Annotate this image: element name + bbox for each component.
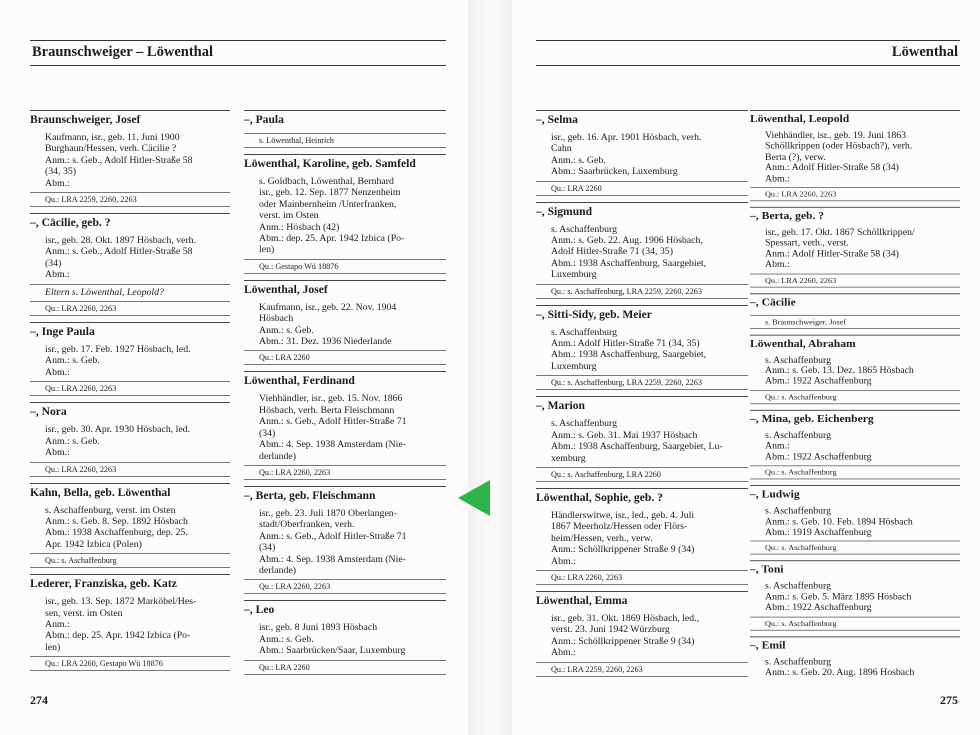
entry-source: Qu.: LRA 2259, 2260, 2263 (30, 192, 230, 207)
entry-details (244, 176, 446, 256)
entry-name: –, Marion (536, 396, 748, 416)
entry-name: Löwenthal, Leopold (750, 110, 960, 129)
entry-detail-line: (34) (259, 427, 276, 439)
entry-source: Qu.: Gestapo Wü 18876 (244, 259, 446, 274)
register-entry (536, 488, 748, 585)
entry-source: Qu.: LRA 2259, 2260, 2263 (536, 662, 748, 677)
entry-detail-line: 1867 Meerholz/Hessen oder Flörs- (551, 521, 688, 533)
left-page (0, 0, 468, 735)
entry-detail-line: s. Aschaffenburg (765, 581, 832, 592)
entry-detail-line: Luxemburg (551, 360, 597, 372)
register-entry (536, 305, 748, 391)
entry-detail-line: isr., geb. 23. Juli 1870 Oberlangen- (259, 507, 397, 519)
entry-detail-line: Abm.: Saarbrücken/Saar, Luxemburg (259, 645, 406, 657)
entry-detail-line: sen, verst. im Osten (45, 607, 123, 619)
entry-detail-line: Schöllkrippen (oder Hösbach?), verh. (765, 141, 913, 152)
entry-source: Qu.: LRA 2260, 2263 (750, 187, 960, 201)
entry-detail-line: Adolf Hitler-Straße 71 (34, 35) (551, 246, 673, 258)
entry-details (750, 228, 960, 271)
register-entry (750, 207, 960, 287)
entry-source: Qu.: s. Aschaffenburg (750, 465, 960, 479)
entry-details (536, 224, 748, 281)
entry-name: Kahn, Bella, geb. Löwenthal (30, 483, 230, 503)
right-page (512, 0, 980, 735)
entry-detail-line: Abm.: dep. 25. Apr. 1942 Izbica (Po- (45, 630, 191, 642)
entry-name: –, Emil (750, 636, 960, 655)
entry-detail-line: Anm.: s. Geb. 31. Mai 1937 Hösbach (551, 429, 698, 441)
entry-source: Qu.: LRA 2260, Gestapo Wü 18876 (30, 656, 230, 671)
entry-detail-line: Abm.: 4. Sep. 1938 Amsterdam (Nie- (259, 553, 406, 565)
register-entry (244, 110, 446, 148)
entry-detail-line: isr., geb. 12. Sep. 1877 Nenzenheim (259, 187, 401, 199)
register-entry (30, 402, 230, 476)
entry-detail-line: Anm.: s. Geb. 13. Dez. 1865 Hösbach (765, 365, 914, 377)
entry-detail-line: Anm.: Adolf Hitler-Straße 58 (34) (765, 162, 899, 174)
entry-detail-line: Anm.: s. Geb. 10. Feb. 1894 Hösbach (765, 516, 913, 527)
register-entry (750, 561, 960, 631)
entry-name: –, Ludwig (750, 485, 960, 504)
entry-detail-line: Abm.: 1922 Aschaffenburg (765, 602, 872, 614)
entry-name: Löwenthal, Abraham (750, 334, 960, 353)
entry-detail-line: Abm.: (551, 647, 576, 659)
entry-details (30, 596, 230, 653)
entry-detail-line: Anm.: (765, 441, 790, 452)
register-entry (244, 486, 446, 594)
entry-detail-line: isr., geb. 30. Apr. 1930 Hösbach, led. (45, 424, 191, 436)
entry-source: s. Löwenthal, Heinrich (244, 133, 446, 148)
entry-detail-line: Anm.: s. Geb. (45, 355, 100, 367)
entry-detail-line: s. Aschaffenburg (551, 326, 618, 338)
register-entry (536, 591, 748, 677)
register-entry (750, 293, 960, 329)
register-entry (536, 202, 748, 299)
entry-source: Qu.: LRA 2260, 2263 (30, 381, 230, 396)
entry-source: Qu.: s. Aschaffenburg, LRA 2259, 2260, 2263 (536, 375, 748, 390)
right-page-column-2 (750, 110, 960, 684)
entry-source: Qu.: LRA 2260 (536, 181, 748, 196)
entry-details (750, 430, 960, 462)
entry-source: Qu.: LRA 2260, 2263 (30, 301, 230, 316)
entry-detail-line: Kaufmann, isr., geb. 22. Nov. 1904 (259, 301, 397, 313)
entry-source: Qu.: LRA 2260, 2263 (244, 465, 446, 480)
entry-detail-line: Anm.: s. Geb. 8. Sep. 1892 Hösbach (45, 515, 188, 527)
entry-detail-line: s. Aschaffenburg (551, 418, 618, 430)
entry-detail-line: Viehhändler, isr., geb. 15. Nov. 1866 (259, 393, 403, 405)
entry-name: –, Toni (750, 561, 960, 580)
entry-detail-line: Abm.: (551, 555, 576, 567)
entry-detail-line: Burghaun/Hessen, verh. Cäcilie ? (45, 143, 177, 155)
entry-detail-line: Abm.: Saarbrücken, Luxemburg (551, 166, 678, 178)
entry-details (244, 302, 446, 348)
entry-details (30, 235, 230, 281)
entry-detail-line: Anm.: s. Geb., Adolf Hitler-Straße 58 (45, 246, 193, 258)
entry-detail-line: Hösbach (259, 313, 294, 325)
entry-detail-line: Anm.: s. Geb., Adolf Hitler-Straße 58 (45, 154, 193, 166)
entry-detail-line: Abm.: 1938 Aschaffenburg, Saargebiet, (551, 349, 707, 361)
entry-detail-line: Kaufmann, isr., geb. 11. Juni 1900 (45, 132, 180, 143)
entry-detail-line: Anm.: s. Geb. 5. März 1895 Hösbach (765, 591, 912, 603)
register-entry (750, 334, 960, 404)
entry-name: –, Sitti-Sidy, geb. Meier (536, 305, 748, 325)
entry-source: Qu.: s. Aschaffenburg (30, 553, 230, 568)
entry-detail-line: stadt/Oberfranken, verh. (259, 519, 355, 531)
entry-detail-line: verst. 23. Juni 1942 Würzburg (551, 624, 670, 636)
entry-detail-line: Anm.: Schöllkrippener Straße 9 (34) (551, 635, 695, 647)
right-page-column-1 (536, 110, 748, 683)
entry-name: Lederer, Franziska, geb. Katz (30, 574, 230, 594)
running-head-text: Löwenthal (891, 44, 958, 60)
entry-detail-line: xemburg (551, 452, 586, 464)
register-entry (244, 600, 446, 674)
entry-detail-line: Anm.: Schöllkrippener Straße 9 (34) (551, 544, 695, 556)
entry-detail-line: Anm.: s. Geb., Adolf Hitler-Straße 71 (259, 530, 407, 542)
entry-detail-line: Luxemburg (551, 269, 597, 281)
entry-detail-line: Anm.: Adolf Hitler-Straße 58 (34) (765, 248, 899, 260)
entry-name: –, Berta, geb. ? (750, 207, 960, 226)
entry-detail-line: Abm.: 4. Sep. 1938 Amsterdam (Nie- (259, 439, 406, 451)
entry-name: –, Selma (536, 110, 748, 130)
entry-detail-line: s. Aschaffenburg (765, 656, 832, 667)
entry-source: Qu.: s. Aschaffenburg (750, 616, 960, 630)
entry-source: s. Braunschweiger, Josef (750, 315, 960, 329)
entry-detail-line: s. Aschaffenburg (765, 430, 832, 441)
entry-detail-line: Abm.: (765, 259, 790, 271)
register-entry (536, 396, 748, 482)
entry-details (30, 424, 230, 458)
entry-detail-line: Abm.: (45, 269, 70, 281)
entry-name: Löwenthal, Karoline, geb. Samfeld (244, 154, 446, 174)
entry-name: –, Paula (244, 110, 446, 130)
page-number: 275 (940, 693, 958, 707)
entry-detail-line: Abm.: (765, 173, 790, 184)
entry-detail-line: Händlerswitwe, isr., led., geb. 4. Juli (551, 509, 695, 521)
entry-detail-line: isr., geb. 31. Okt. 1869 Hösbach, led., (551, 612, 700, 624)
register-entry (750, 485, 960, 555)
entry-name: Löwenthal, Ferdinand (244, 371, 446, 391)
entry-details (536, 327, 748, 373)
running-head-text: Braunschweiger – Löwenthal (32, 44, 213, 60)
entry-name: –, Berta, geb. Fleischmann (244, 486, 446, 506)
page-number: 274 (30, 693, 48, 707)
entry-details (536, 510, 748, 567)
left-page-column-2 (244, 110, 446, 681)
entry-details (244, 622, 446, 656)
entry-name: –, Mina, geb. Eichenberg (750, 410, 960, 429)
entry-details (750, 581, 960, 613)
entry-details (536, 613, 748, 659)
register-entry (30, 110, 230, 207)
entry-detail-line: Abm.: (45, 177, 70, 189)
entry-detail-line: derlande) (259, 564, 296, 576)
entry-detail-line: s. Aschaffenburg (765, 505, 832, 517)
entry-details (244, 508, 446, 576)
entry-detail-line: Cahn (551, 143, 572, 155)
entry-detail-line: Anm.: s. Geb. (259, 324, 314, 336)
arrow-left-icon (458, 480, 490, 516)
entry-detail-line: Abm.: (45, 447, 70, 459)
entry-detail-line: Viehhändler, isr., geb. 19. Juni 1863 (765, 130, 907, 142)
entry-detail-line: Abm.: dep. 25. Apr. 1942 Izbica (Po- (259, 233, 405, 245)
entry-source: Qu.: s. Aschaffenburg (750, 541, 960, 555)
entry-details (536, 418, 748, 464)
entry-detail-line: Anm.: (45, 618, 70, 630)
entry-detail-line: Anm.: s. Geb. (551, 154, 606, 166)
entry-detail-line: Spessart, verh., verst. (765, 238, 849, 249)
entry-detail-line: Abm.: 1938 Aschaffenburg, dep. 25. (45, 527, 188, 539)
entry-detail-line: Anm.: s. Geb. (45, 435, 100, 447)
entry-source: Qu.: s. Aschaffenburg, LRA 2259, 2260, 2263 (536, 284, 748, 299)
entry-detail-line: isr., geb. 16. Apr. 1901 Hösbach, verh. (551, 132, 702, 143)
register-entry (244, 154, 446, 274)
entry-detail-line: Apr. 1942 Izbica (Polen) (45, 538, 142, 550)
entry-detail-line: len) (259, 244, 275, 256)
register-entry (30, 213, 230, 316)
entry-detail-line: (34) (259, 542, 276, 554)
register-entry (536, 110, 748, 196)
entry-detail-line: Hösbach, verh. Berta Fleischmann (259, 404, 395, 416)
entry-source: Qu.: LRA 2260, 2263 (750, 273, 960, 287)
entry-detail-line: Abm.: 1938 Aschaffenburg, Saargebiet, (551, 257, 707, 269)
entry-name: –, Sigmund (536, 202, 748, 222)
entry-detail-line: isr., geb. 28. Okt. 1897 Hösbach, verh. (45, 235, 197, 247)
entry-source: Qu.: s. Aschaffenburg, LRA 2260 (536, 467, 748, 482)
register-entry (244, 371, 446, 479)
entry-details (750, 131, 960, 185)
register-entry (750, 410, 960, 480)
entry-detail-line: Abm.: 1919 Aschaffenburg (765, 527, 872, 538)
entry-source: Qu.: LRA 2260, 2263 (536, 570, 748, 585)
entry-details (30, 505, 230, 551)
register-entry (244, 280, 446, 366)
running-head (30, 40, 446, 66)
entry-detail-line: s. Aschaffenburg (551, 223, 618, 235)
register-entry (750, 110, 960, 201)
entry-detail-line: s. Goldbach, Löwenthal, Bernhard (259, 176, 394, 187)
entry-detail-line: s. Aschaffenburg, verst. im Osten (45, 504, 176, 516)
entry-detail-line: s. Aschaffenburg (765, 355, 832, 366)
entry-details (750, 355, 960, 387)
entry-name: Braunschweiger, Josef (30, 110, 230, 130)
entry-detail-line: isr., geb. 17. Feb. 1927 Hösbach, led. (45, 344, 191, 356)
entry-detail-line: derlande) (259, 450, 296, 462)
register-entry (750, 636, 960, 678)
entry-detail-line: isr., geb. 17. Okt. 1867 Schöllkrippen/ (765, 227, 915, 238)
entry-detail-line: Anm.: s. Geb. (259, 633, 314, 645)
entry-detail-line: isr., geb. 13. Sep. 1872 Marköbel/Hes- (45, 596, 197, 608)
entry-detail-line: oder Mainbernheim /Unterfranken, (259, 198, 397, 210)
book-gutter (468, 0, 512, 735)
entry-details (536, 132, 748, 178)
register-entry (30, 574, 230, 671)
entry-name: Löwenthal, Sophie, geb. ? (536, 488, 748, 508)
entry-name: –, Inge Paula (30, 322, 230, 342)
entry-detail-line: len) (45, 641, 61, 653)
entry-detail-line: Anm.: Adolf Hitler-Straße 71 (34, 35) (551, 338, 700, 350)
entry-source: Qu.: LRA 2260 (244, 350, 446, 365)
entry-details (30, 344, 230, 378)
entry-detail-line: Anm.: s. Geb. 20. Aug. 1896 Hosbach (765, 667, 915, 678)
entry-name: –, Cäcilie, geb. ? (30, 213, 230, 233)
register-entry (30, 483, 230, 569)
entry-detail-line: verst. im Osten (259, 210, 319, 222)
entry-detail-line: Berta (?), verw. (765, 152, 826, 163)
register-entry (30, 322, 230, 396)
entry-details (244, 393, 446, 461)
entry-detail-line: Anm.: s. Geb. 22. Aug. 1906 Hösbach, (551, 235, 703, 247)
entry-detail-line: Abm.: (45, 366, 70, 378)
entry-source: Qu.: LRA 2260, 2263 (30, 462, 230, 477)
entry-source: Qu.: s. Aschaffenburg (750, 390, 960, 404)
entry-name: Löwenthal, Emma (536, 591, 748, 611)
entry-note: Eltern s. Löwenthal, Leopold? (30, 284, 230, 298)
entry-details (750, 657, 960, 678)
entry-detail-line: heim/Hessen, verh., verw. (551, 532, 653, 544)
entry-detail-line: (34, 35) (45, 166, 77, 178)
entry-detail-line: Anm.: Hösbach (42) (259, 221, 340, 233)
entry-detail-line: Anm.: s. Geb., Adolf Hitler-Straße 71 (259, 416, 407, 428)
entry-detail-line: isr., geb. 8 Juni 1893 Hösbach (259, 622, 378, 634)
entry-source: Qu.: LRA 2260, 2263 (244, 579, 446, 594)
left-page-column-1 (30, 110, 230, 677)
entry-source: Qu.: LRA 2260 (244, 660, 446, 675)
running-head (536, 40, 960, 66)
entry-name: –, Cäcilie (750, 293, 960, 312)
entry-detail-line: Abm.: 1922 Aschaffenburg (765, 376, 872, 387)
entry-detail-line: Abm.: 1922 Aschaffenburg (765, 451, 872, 463)
entry-name: –, Leo (244, 600, 446, 620)
entry-detail-line: Abm.: 31. Dez. 1936 Niederlande (259, 336, 392, 348)
entry-name: Löwenthal, Josef (244, 280, 446, 300)
entry-details (30, 132, 230, 189)
entry-detail-line: (34) (45, 257, 62, 269)
entry-details (750, 506, 960, 538)
entry-detail-line: Abm.: 1938 Aschaffenburg, Saargebiet, Lu- (551, 441, 723, 453)
entry-name: –, Nora (30, 402, 230, 422)
